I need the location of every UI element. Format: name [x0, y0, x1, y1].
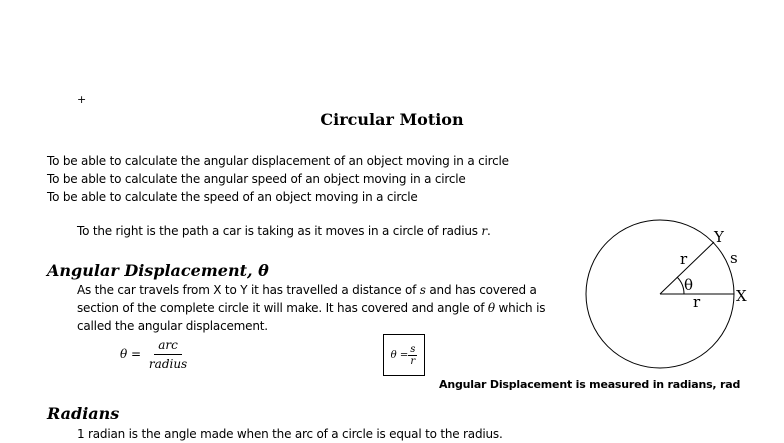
objective-1: To be able to calculate the angular displacement of an object moving in a circle	[47, 154, 509, 168]
para-2-var: θ	[487, 301, 495, 315]
formula2-fraction	[408, 344, 417, 367]
formula1-lhs: θ =	[120, 347, 142, 361]
formula1-fraction	[145, 338, 191, 371]
angle-arc	[677, 277, 684, 294]
objective-3: To be able to calculate the speed of an object moving in a circle	[47, 190, 418, 204]
intro-end: .	[486, 224, 491, 238]
objective-2: To be able to calculate the angular speed of an object moving in a circle	[47, 172, 466, 186]
label-r-slant: r	[680, 250, 688, 268]
radians-heading: Radians	[47, 404, 120, 423]
para-1-var: s	[419, 283, 426, 297]
intro-text	[77, 224, 491, 238]
label-y: Y	[714, 228, 724, 246]
para-1b: and has covered a	[425, 283, 537, 297]
formula2-denominator: r	[410, 355, 416, 367]
formula2-lhs: θ =	[390, 349, 409, 361]
formula2-numerator: s	[410, 343, 416, 355]
intro-var: r	[481, 224, 487, 238]
label-theta: θ	[684, 276, 694, 294]
plus-mark: +	[77, 93, 87, 106]
angular-paragraph-line-2	[77, 299, 545, 317]
para-2b: which is	[494, 301, 546, 315]
formula1-numerator: arc	[154, 338, 182, 355]
intro-body: To the right is the path a car is taking as it moves in a circle of radius	[77, 224, 482, 238]
angular-paragraph-line-3: called the angular displacement.	[77, 319, 268, 333]
circle-diagram	[580, 218, 780, 378]
radians-unit-note: Angular Displacement is measured in radians, rad	[439, 378, 741, 391]
formula-s-over-r-box	[383, 334, 425, 376]
label-x: X	[736, 287, 747, 305]
label-s: s	[730, 249, 738, 267]
angular-displacement-heading: Angular Displacement, θ	[47, 261, 269, 280]
title-text: Circular Motion	[320, 110, 464, 129]
para-2a: section of the complete circle it will make. It has covered and angle of	[77, 301, 488, 315]
formula1-denominator: radius	[148, 357, 188, 371]
radians-definition: 1 radian is the angle made when the arc of a circle is equal to the radius.	[77, 427, 503, 441]
angular-paragraph-line-1	[77, 281, 537, 299]
page-title	[0, 110, 784, 129]
label-r-horizontal: r	[693, 293, 701, 311]
para-1a: As the car travels from X to Y it has travelled a distance of	[77, 283, 420, 297]
formula-arc-over-radius	[120, 338, 191, 371]
